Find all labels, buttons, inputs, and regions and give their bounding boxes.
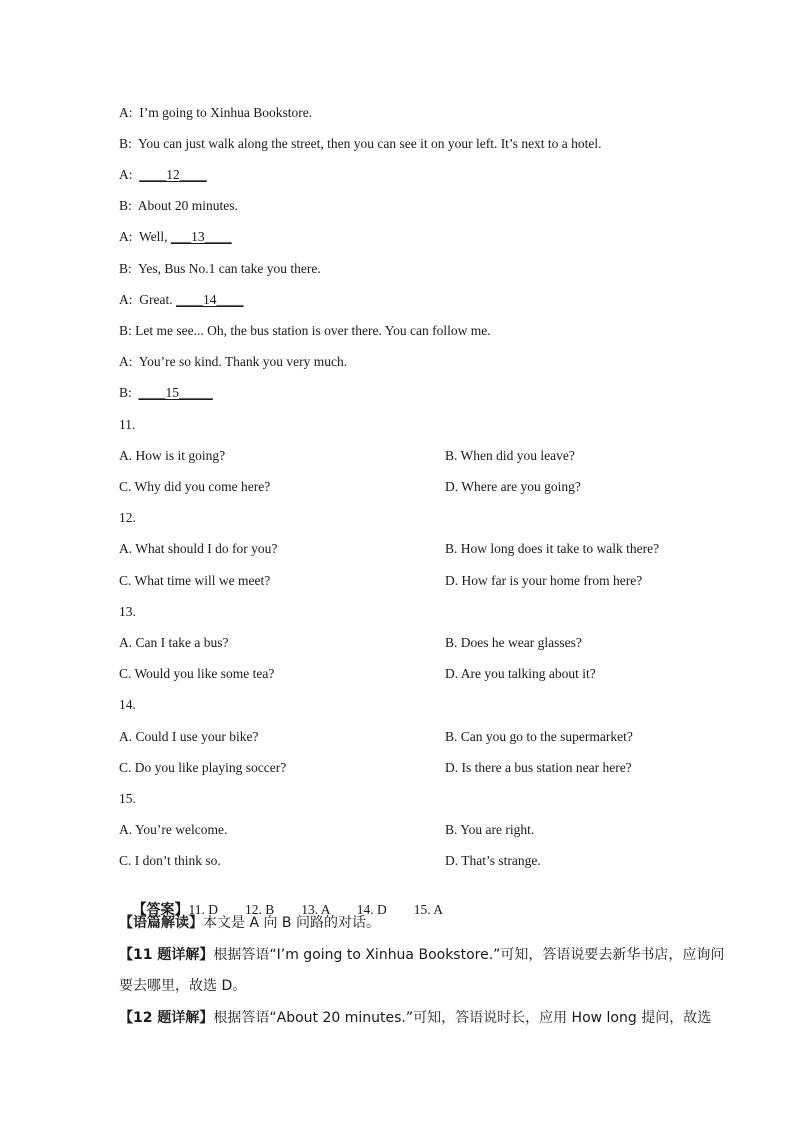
answer-blank: ___13____ [170,229,232,244]
option-d[interactable]: D. That’s strange. [445,853,541,868]
option-d[interactable]: D. Is there a bus station near here? [445,760,632,775]
option-a[interactable]: A. Could I use your bike? [119,729,259,744]
dialogue-line: A: You’re so kind. Thank you very much. [119,354,348,369]
answer-key: 【答案】11. D 12. B 13. A 14. D 15. A [132,902,444,918]
analysis-paragraph: 【11 题详解】根据答语“I’m going to Xinhua Bookstore.”可知，答语说要去新华书店，应询问 [119,947,725,963]
question-number: 12. [119,510,136,525]
option-b[interactable]: B. Can you go to the supermarket? [445,729,633,744]
question-number: 13. [119,604,136,619]
dialogue-line: A: I’m going to Xinhua Bookstore. [119,105,313,120]
option-a[interactable]: A. Can I take a bus? [119,635,229,650]
dialogue-line: A: ____12____ [119,167,207,182]
option-c[interactable]: C. Why did you come here? [119,479,271,494]
dialogue-line: B: ____15_____ [119,385,213,400]
option-d[interactable]: D. How far is your home from here? [445,573,643,588]
question-number: 15. [119,791,136,806]
option-b[interactable]: B. How long does it take to walk there? [445,541,660,556]
dialogue-line: A: Well, ___13____ [119,229,232,244]
answer-blank: ____12____ [139,167,207,182]
answer-blank: ____14____ [175,292,244,307]
option-d[interactable]: D. Are you talking about it? [445,666,596,681]
option-b[interactable]: B. You are right. [445,822,535,837]
option-c[interactable]: C. Do you like playing soccer? [119,760,287,775]
option-a[interactable]: A. You’re welcome. [119,822,228,837]
option-b[interactable]: B. Does he wear glasses? [445,635,582,650]
option-a[interactable]: A. What should I do for you? [119,541,278,556]
question-number: 11. [119,417,136,432]
dialogue-line: B: Yes, Bus No.1 can take you there. [119,261,321,276]
option-a[interactable]: A. How is it going? [119,448,226,463]
option-c[interactable]: C. Would you like some tea? [119,666,275,681]
analysis-paragraph: 【语篇解读】本文是 A 向 B 问路的对话。 [119,915,380,931]
dialogue-line: B: Let me see... Oh, the bus station is over there. You can follow me. [119,323,491,338]
question-number: 14. [119,697,136,712]
answer-blank: ____15_____ [138,385,213,400]
dialogue-line: A: Great. ____14____ [119,292,244,307]
option-b[interactable]: B. When did you leave? [445,448,575,463]
option-d[interactable]: D. Where are you going? [445,479,581,494]
analysis-paragraph: 【12 题详解】根据答语“About 20 minutes.”可知，答语说时长，应用 How long 提问，故选 [119,1010,712,1026]
answer-label: 【答案】 [132,902,189,918]
dialogue-line: B: About 20 minutes. [119,198,238,213]
dialogue-line: B: You can just walk along the street, then you can see it on your left. It’s next to a hotel. [119,136,602,151]
analysis-continuation: 要去哪里，故选 D。 [119,978,247,994]
option-c[interactable]: C. What time will we meet? [119,573,271,588]
option-c[interactable]: C. I don’t think so. [119,853,221,868]
